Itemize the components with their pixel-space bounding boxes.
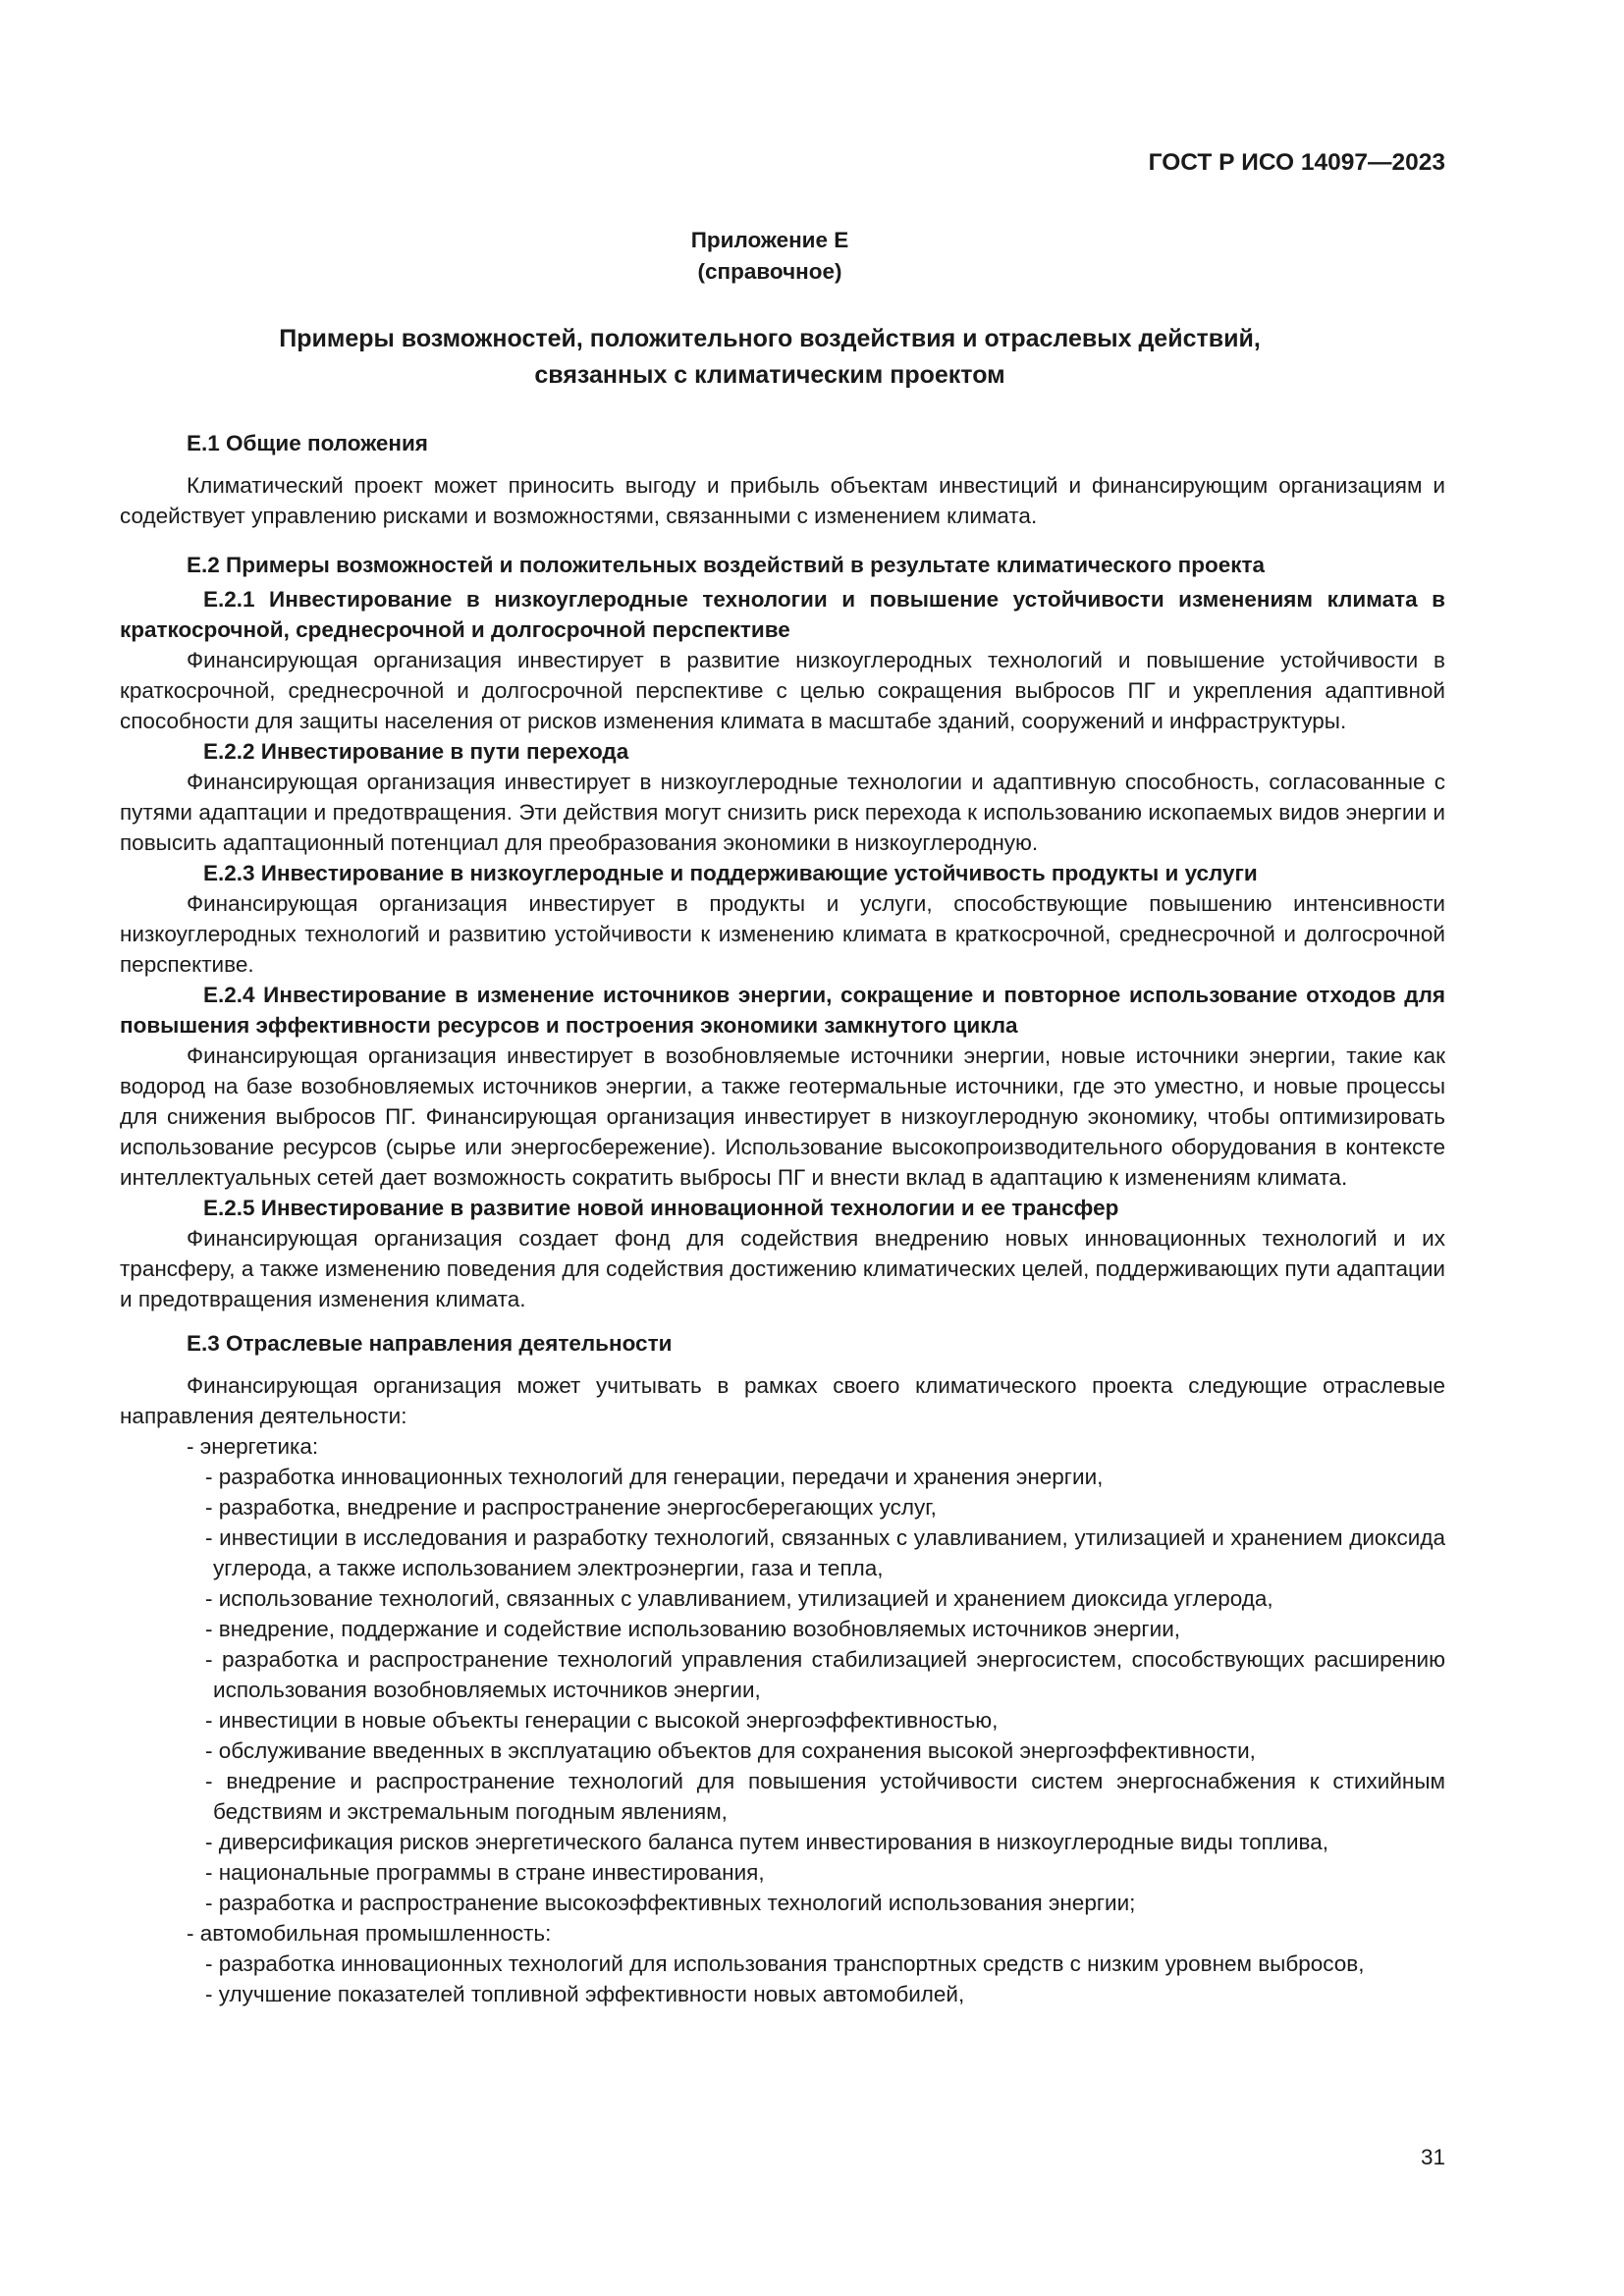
page-number: 31 bbox=[1420, 2145, 1445, 2169]
section-e21-heading: Е.2.1 Инвестирование в низкоуглеродные технологии и повышение устойчивости изменениям климата в краткосрочной, среднесрочной и долгосрочной перспективе bbox=[120, 587, 1445, 642]
list-item: - разработка и распространение технологий управления стабилизацией энергосистем, способствующих расширению использования возобновляемых источников энергии, bbox=[205, 1647, 1445, 1702]
list-item: - разработка инновационных технологий для использования транспортных средств с низким уровнем выбросов, bbox=[205, 1951, 1365, 1976]
list-item: - внедрение, поддержание и содействие использованию возобновляемых источников энергии, bbox=[205, 1617, 1181, 1641]
section-e23-heading: Е.2.3 Инвестирование в низкоуглеродные и поддерживающие устойчивость продукты и услуги bbox=[203, 861, 1258, 885]
section-e2-heading: Е.2 Примеры возможностей и положительных воздействий в результате климатического проекта bbox=[187, 553, 1266, 577]
auto-category-label: - автомобильная промышленность: bbox=[187, 1921, 552, 1946]
list-item: - национальные программы в стране инвестирования, bbox=[205, 1860, 765, 1885]
section-e3-intro: Финансирующая организация может учитывать в рамках своего климатического проекта следующие отраслевые направления деятельности: bbox=[120, 1373, 1445, 1428]
section-e22-text: Финансирующая организация инвестирует в низкоуглеродные технологии и адаптивную способность, согласованные с путями адаптации и предотвращения. Эти действия могут снизить риск перехода к использованию ископаемых видов энергии и повысить адаптационный потенциал для преобразования экономики в низкоуглеродную. bbox=[120, 770, 1445, 855]
standard-header: ГОСТ Р ИСО 14097—2023 bbox=[1148, 149, 1445, 176]
annex-heading bbox=[0, 225, 1540, 288]
energy-category-label: - энергетика: bbox=[187, 1434, 319, 1459]
list-item: - инвестиции в исследования и разработку технологий, связанных с улавливанием, утилизацией и хранением диоксида углерода, а также использованием электроэнергии, газа и тепла, bbox=[205, 1525, 1445, 1580]
section-e1-text: Климатический проект может приносить выгоду и прибыль объектам инвестиций и финансирующим организациям и содействует управлению рисками и возможностями, связанными с изменением климата. bbox=[120, 473, 1445, 528]
auto-list bbox=[120, 1949, 1445, 2009]
list-item: - разработка и распространение высокоэффективных технологий использования энергии; bbox=[205, 1891, 1136, 1915]
annex-title-line2: связанных с климатическим проектом bbox=[534, 361, 1005, 389]
list-item: - разработка инновационных технологий для генерации, передачи и хранения энергии, bbox=[205, 1465, 1104, 1489]
annex-label: Приложение Е bbox=[690, 228, 849, 252]
document-body bbox=[120, 428, 1445, 2009]
list-item: - внедрение и распространение технологий для повышения устойчивости систем энергоснабжения к стихийным бедствиям и экстремальным погодным явлениям, bbox=[205, 1769, 1445, 1824]
list-item: - использование технологий, связанных с улавливанием, утилизацией и хранением диоксида углерода, bbox=[205, 1586, 1273, 1611]
annex-type: (справочное) bbox=[697, 259, 842, 284]
section-e1-heading: Е.1 Общие положения bbox=[187, 431, 428, 455]
section-e24-text: Финансирующая организация инвестирует в возобновляемые источники энергии, новые источники энергии, такие как водород на базе возобновляемых источников энергии, а также геотермальные источники, где это уместно, и новые процессы для снижения выбросов ПГ. Финансирующая организация инвестирует в низкоуглеродную экономику, чтобы оптимизировать использование ресурсов (сырье или энергосбережение). Использование высокопроизводительного оборудования в контексте интеллектуальных сетей дает возможность сократить выбросы ПГ и внести вклад в адаптацию к изменениям климата. bbox=[120, 1043, 1445, 1190]
energy-list bbox=[120, 1462, 1445, 1918]
section-e24-heading: Е.2.4 Инвестирование в изменение источников энергии, сокращение и повторное использование отходов для повышения эффективности ресурсов и построения экономики замкнутого цикла bbox=[120, 983, 1445, 1038]
section-e21-text: Финансирующая организация инвестирует в развитие низкоуглеродных технологий и повышение устойчивости в краткосрочной, среднесрочной и долгосрочной перспективе с целью сокращения выбросов ПГ и укрепления адаптивной способности для защиты населения от рисков изменения климата в масштабе зданий, сооружений и инфраструктуры. bbox=[120, 648, 1445, 733]
section-e25-heading: Е.2.5 Инвестирование в развитие новой инновационной технологии и ее трансфер bbox=[203, 1196, 1119, 1220]
section-e3-heading: Е.3 Отраслевые направления деятельности bbox=[187, 1331, 673, 1356]
list-item: - обслуживание введенных в эксплуатацию объектов для сохранения высокой энергоэффективности, bbox=[205, 1738, 1256, 1763]
list-item: - разработка, внедрение и распространение энергосберегающих услуг, bbox=[205, 1495, 937, 1520]
list-item: - улучшение показателей топливной эффективности новых автомобилей, bbox=[205, 1982, 965, 2006]
section-e23-text: Финансирующая организация инвестирует в продукты и услуги, способствующие повышению интенсивности низкоуглеродных технологий и развитию устойчивости к изменению климата в краткосрочной, среднесрочной и долгосрочной перспективе. bbox=[120, 891, 1445, 977]
list-item: - диверсификация рисков энергетического баланса путем инвестирования в низкоуглеродные виды топлива, bbox=[205, 1830, 1328, 1854]
section-e25-text: Финансирующая организация создает фонд для содействия внедрению новых инновационных технологий и их трансферу, а также изменению поведения для содействия достижению климатических целей, поддерживающих пути адаптации и предотвращения изменения климата. bbox=[120, 1226, 1445, 1311]
list-item: - инвестиции в новые объекты генерации с высокой энергоэффективностью, bbox=[205, 1708, 999, 1733]
annex-title bbox=[0, 321, 1540, 394]
annex-title-line1: Примеры возможностей, положительного воздействия и отраслевых действий, bbox=[279, 325, 1261, 352]
section-e22-heading: Е.2.2 Инвестирование в пути перехода bbox=[203, 739, 629, 764]
